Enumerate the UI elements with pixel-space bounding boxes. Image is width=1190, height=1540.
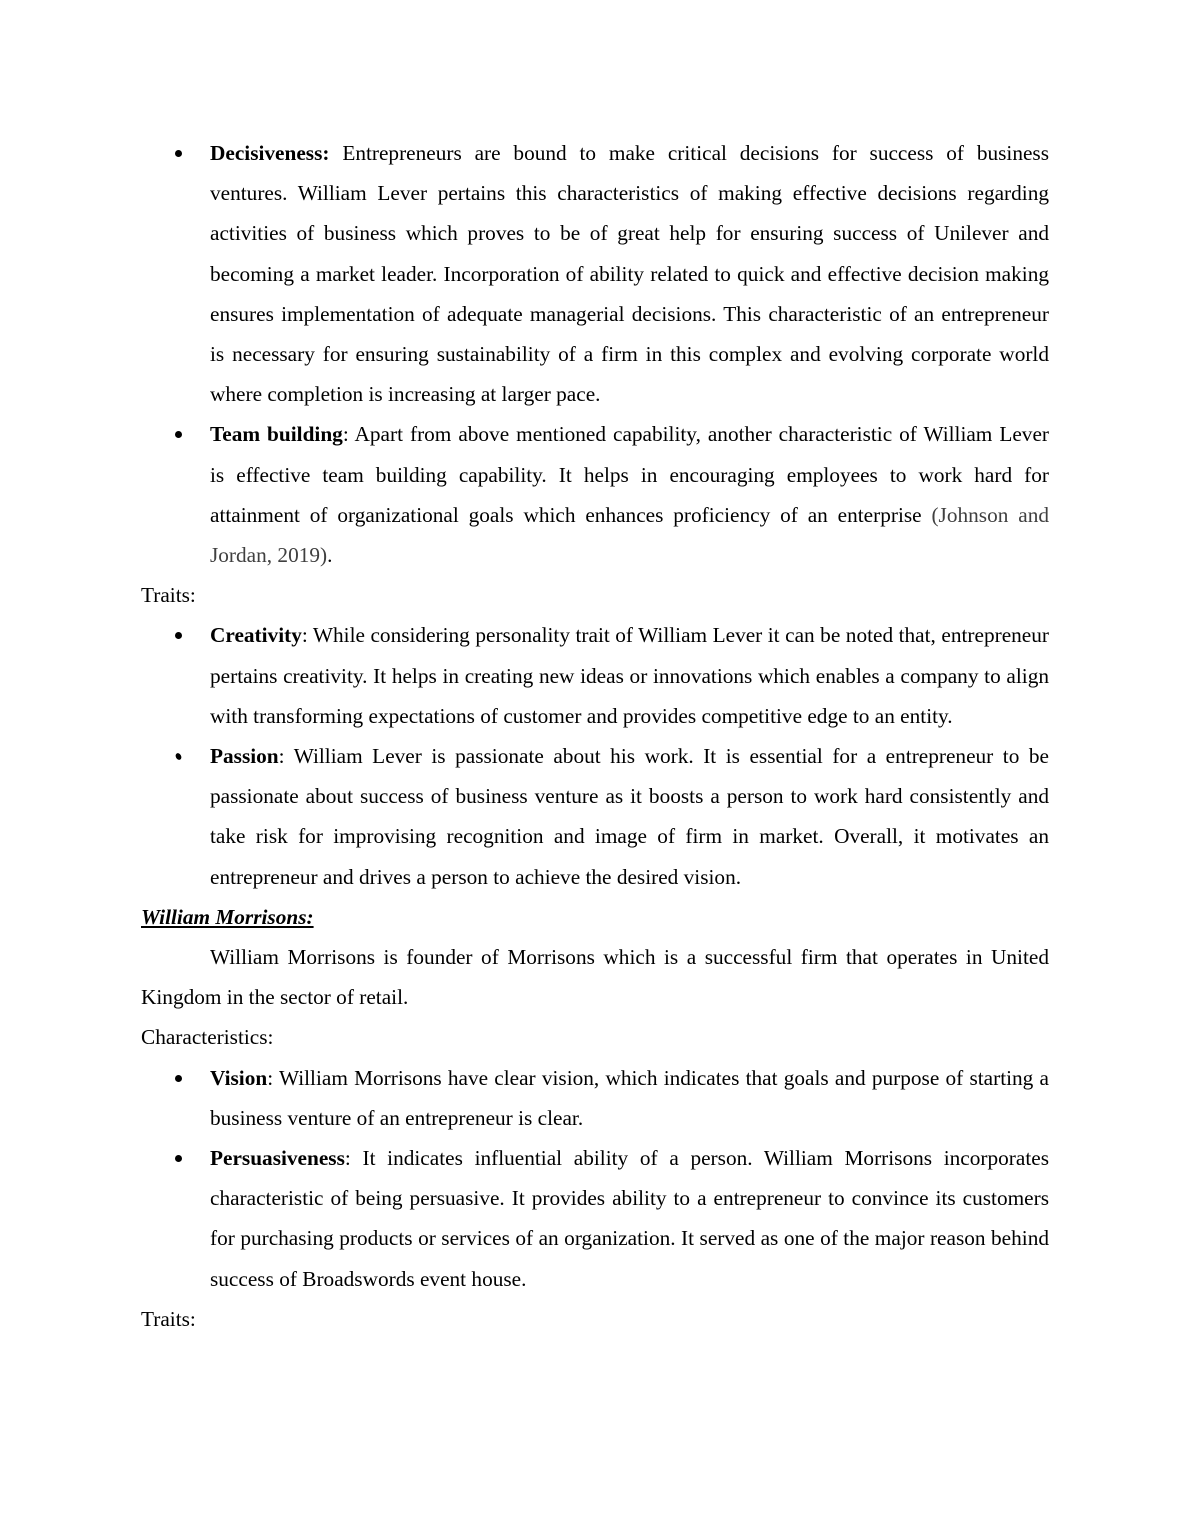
list-item-passion: [141, 736, 1049, 897]
bullet-icon: [175, 1155, 182, 1162]
bullet-icon: [175, 150, 182, 157]
characteristics-label: Characteristics:: [141, 1025, 274, 1050]
text-persuasiveness: : It indicates influential ability of a person. William Morrisons incorporates characteristic of being persuasive. It provides ability to a entrepreneur to convince its customers for purchasing products or services of an organization. It served as one of the major reason behind success of Broadswords event house.: [210, 1146, 1049, 1291]
list-item-persuasiveness: [141, 1138, 1049, 1299]
citation: (Johnson and Jordan, 2019): [210, 502, 1049, 568]
traits-label: Traits:: [141, 583, 196, 608]
document-page: [141, 133, 1049, 1339]
term-persuasiveness: Persuasiveness: [210, 1146, 345, 1171]
term-passion: Passion: [210, 744, 279, 769]
term-creativity: Creativity: [210, 623, 302, 648]
traits-label-2: Traits:: [141, 1306, 196, 1331]
morrisons-intro-paragraph: William Morrisons is founder of Morrisons which is a successful firm that operates in United Kingdom in the sector of retail.: [141, 945, 1049, 1010]
bullet-icon: [175, 1075, 182, 1082]
text-vision: : William Morrisons have clear vision, which indicates that goals and purpose of starting a business venture of an entrepreneur is clear.: [210, 1065, 1049, 1130]
text-team-building: : Apart from above mentioned capability, another characteristic of William Lever is effective team building capability. It helps in encouraging employees to work hard for attainment of organizational goals which enhances proficiency of an enterprise: [210, 422, 1049, 527]
section-heading-morrisons: William Morrisons:: [141, 904, 314, 929]
text-creativity: : While considering personality trait of William Lever it can be noted that, entrepreneur pertains creativity. It helps in creating new ideas or innovations which enables a company to align with transforming expectations of customer and provides competitive edge to an entity.: [210, 623, 1049, 728]
list-item-vision: [141, 1058, 1049, 1138]
list-item-decisiveness: [141, 133, 1049, 414]
term-decisiveness: Decisiveness:: [210, 141, 330, 165]
term-vision: Vision: [210, 1065, 268, 1090]
bullet-icon: [174, 752, 182, 761]
term-team-building: Team building: [210, 422, 343, 447]
text-decisiveness: Entrepreneurs are bound to make critical decisions for success of business ventures. William Lever pertains this characteristics of making effective decisions regarding activities of business which proves to be of great help for ensuring success of Unilever and becoming a market leader. Incorporation of ability related to quick and effective decision making ensures implementation of adequate managerial decisions. This characteristic of an entrepreneur is necessary for ensuring sustainability of a firm in this complex and evolving corporate world where completion is increasing at larger pace.: [210, 141, 1049, 407]
text-passion: : William Lever is passionate about his work. It is essential for a entrepreneur to be passionate about success of business venture as it boosts a person to work hard consistently and take risk for improvising recognition and image of firm in market. Overall, it motivates an entrepreneur and drives a person to achieve the desired vision.: [210, 744, 1049, 889]
bullet-icon: [175, 632, 182, 639]
bullet-icon: [175, 431, 182, 438]
list-item-team-building: [141, 414, 1049, 575]
text-suffix: .: [327, 543, 333, 568]
list-item-creativity: [141, 615, 1049, 736]
